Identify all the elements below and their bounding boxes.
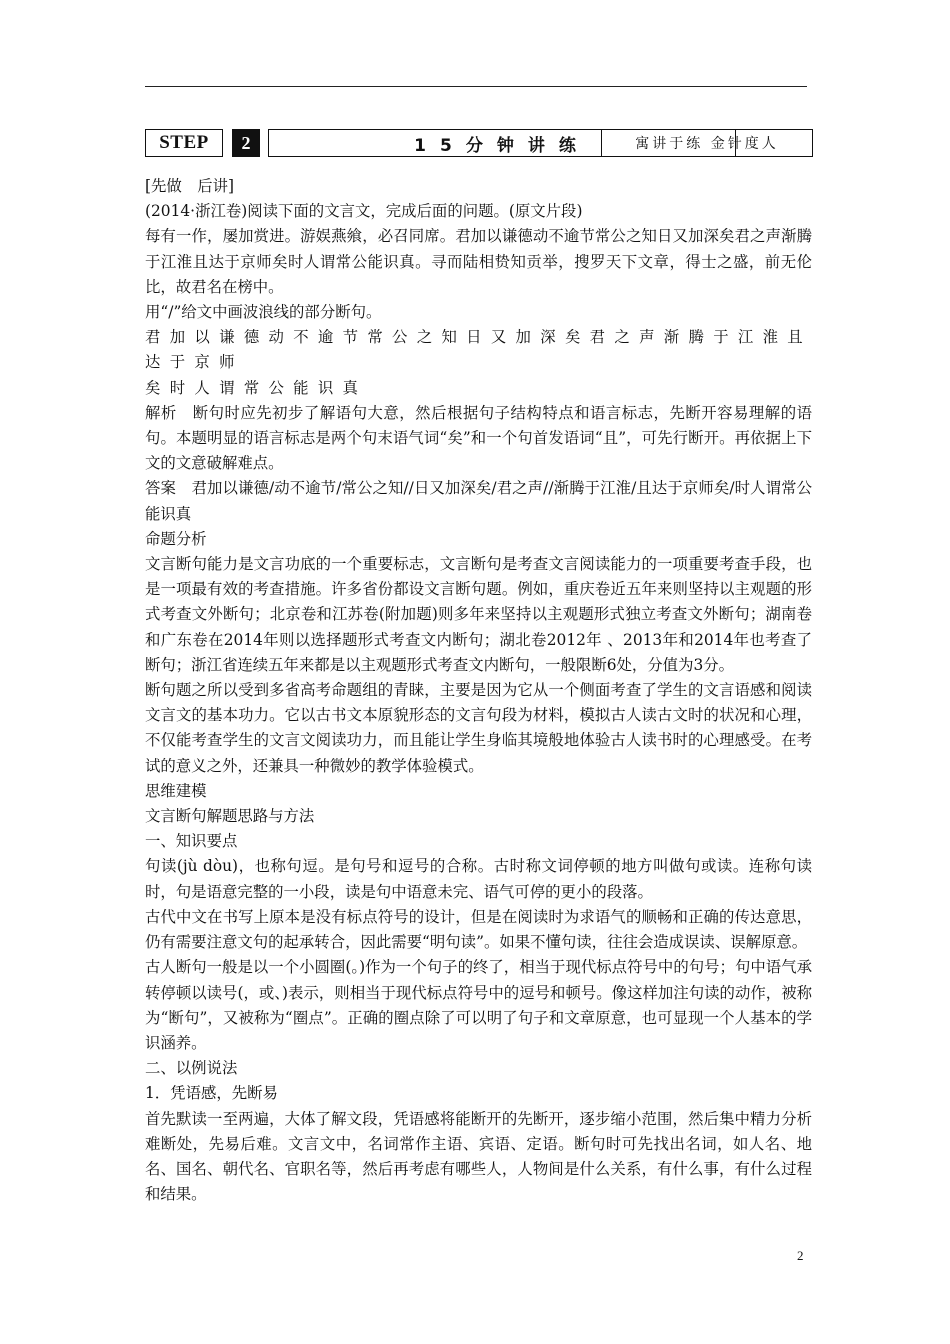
header-rule: [145, 86, 807, 87]
step-label: STEP: [145, 129, 223, 157]
heading-method: 文言断句解题思路与方法: [145, 807, 315, 826]
answer: [145, 476, 812, 526]
intro-tag: [先做 后讲]: [145, 177, 234, 195]
heading-mingti: 命题分析: [145, 529, 207, 548]
document-body: [145, 174, 812, 1207]
step-number: 2: [232, 129, 260, 157]
answer-label: 答案: [145, 479, 176, 498]
mingti-paragraph-1: 文言断句能力是文言功底的一个重要标志，文言断句是考查文言阅读能力的一项重要考查手段，也是一项最有效的考查措施。许多省份都设文言断句题。例如，重庆卷近五年来则坚持以主观题的形式考查文外断句；北京卷和江苏卷(附加题)则多年来坚持以主观题形式独立考查文外断句；湖南卷和广东卷在2014年则以选择题形式考查文内断句；湖北卷2012年 、2013年和2014年也考查了断句；浙江省连续五年来都是以主观题形式考查文内断句，一般限断6处，分值为3分。: [145, 555, 812, 674]
heading-knowledge: 一、知识要点: [145, 832, 238, 851]
section-banner: [145, 129, 813, 159]
sentence-line-1: 君加以谦德动不逾节常公之知日又加深矣君之声渐腾于江淮且达于京师: [145, 328, 812, 372]
passage: 每有一作，屡加赏进。游娱燕飨，必召同席。君加以谦德动不逾节常公之知日又加深矣君之声渐腾于江淮且达于京师矣时人谓常公能识真。寻而陆相贽知贡举，搜罗天下文章，得士之盛，前无伦比，故君名在榜中。: [145, 227, 812, 296]
instruction: 用“/”给文中画波浪线的部分断句。: [145, 303, 382, 322]
analysis-label: 解析: [145, 403, 177, 422]
knowledge-paragraph-3: 古人断句一般是以一个小圆圈(。)作为一个句子的终了，相当于现代标点符号中的句号；句中语气承转停顿以读号(，或、)表示，则相当于现代标点符号中的逗号和顿号。像这样加注句读的动作，被称为“断句”，又被称为“圈点”。正确的圈点除了可以明了句子和文章原意，也可显现一个人基本的学识涵养。: [145, 958, 812, 1052]
knowledge-paragraph-1: 句读(jù dòu)，也称句逗。是句号和逗号的合称。古时称文词停顿的地方叫做句或读。连称句读时，句是语意完整的一小段，读是句中语意未完、语气可停的更小的段落。: [145, 857, 812, 901]
knowledge-paragraph-2: 古代中文在书写上原本是没有标点符号的设计，但是在阅读时为求语气的顺畅和正确的传达意思，仍有需要注意文句的起承转合，因此需要“明句读”。如果不懂句读，往往会造成误读、误解原意。: [145, 907, 812, 952]
section-title: 15分钟讲练: [268, 129, 736, 157]
page-number: 2: [797, 1248, 804, 1263]
section-motto: 寓讲于练 金针度人: [601, 129, 813, 157]
mingti-paragraph-2: 断句题之所以受到多省高考命题组的青睐，主要是因为它从一个侧面考查了学生的文言语感和阅读文言文的基本功力。它以古书文本原貌形态的文言句段为材料，模拟古人读古文时的状况和心理，不仅能考查学生的文言文阅读功力，而且能让学生身临其境般地体验古人读书时的心理感受。在考试的意义之外，还兼具一种微妙的教学体验模式。: [145, 681, 812, 775]
analysis: [145, 401, 812, 477]
heading-examples: 二、以例说法: [145, 1059, 238, 1078]
question-source: (2014·浙江卷)阅读下面的文言文，完成后面的问题。(原文片段): [145, 202, 583, 221]
method-1-text: 首先默读一至两遍，大体了解文段，凭语感将能断开的先断开，逐步缩小范围，然后集中精力分析难断处，先易后难。文言文中，名词常作主语、宾语、定语。断句时可先找出名词，如人名、地名、国名、朝代名、官职名等，然后再考虑有哪些人，人物间是什么关系，有什么事，有什么过程和结果。: [145, 1109, 812, 1204]
heading-siwei: 思维建模: [145, 781, 207, 800]
method-1-title: 1．凭语感，先断易: [145, 1084, 278, 1103]
sentence-line-2: 矣时人谓常公能识真: [145, 378, 368, 397]
answer-text: 君加以谦德/动不逾节/常公之知//日又加深矣/君之声//渐腾于江淮/且达于京师矣/时人谓常公能识真: [145, 479, 812, 523]
analysis-text: 断句时应先初步了解语句大意，然后根据句子结构特点和语言标志，先断开容易理解的语句。本题明显的语言标志是两个句末语气词“矣”和一个句首发语词“且”，可先行断开。再依据上下文的文意破解难点。: [145, 403, 812, 473]
